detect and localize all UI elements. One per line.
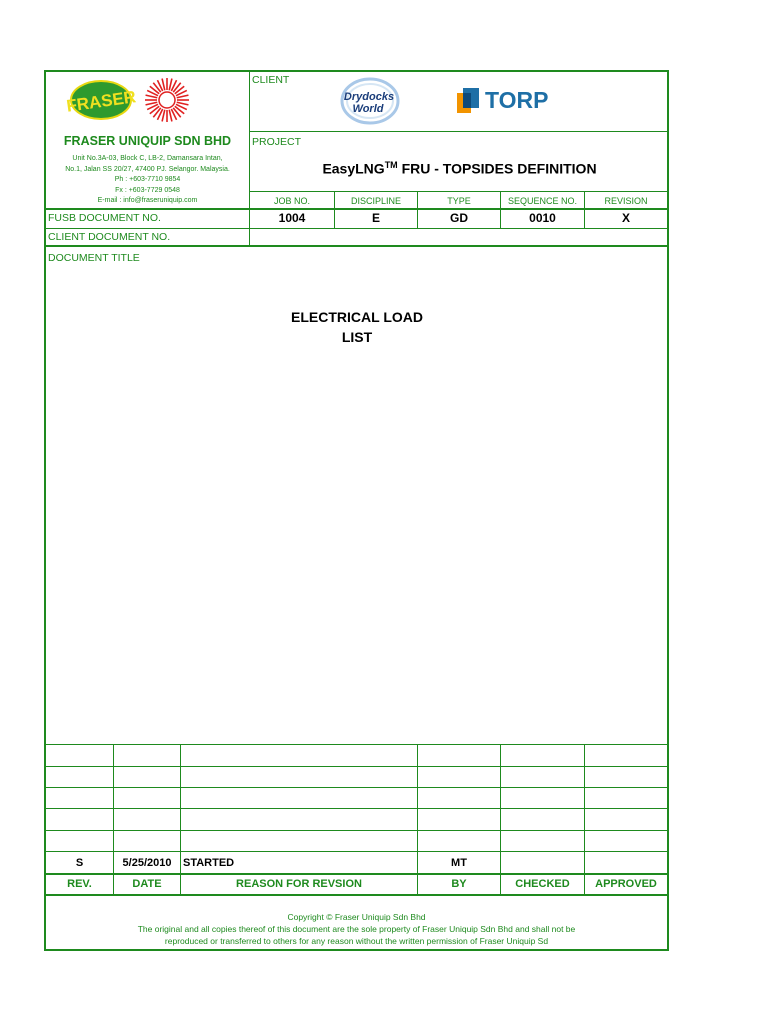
header-revision: REVISION: [604, 196, 648, 206]
footer-line3: reproduced or transferred to others for any reason without the written permission of Fraser Uniquip Sd: [164, 936, 549, 946]
sun-ray: [177, 95, 189, 98]
header-reason: REASON FOR REVSION: [236, 878, 362, 890]
drydocks-world-logo: [338, 76, 402, 126]
sun-ray: [169, 79, 172, 91]
sun-core: [159, 92, 175, 108]
drydocks-line2: World: [352, 103, 384, 115]
fraser-logo: [65, 80, 138, 120]
by-value: MT: [451, 857, 467, 869]
sun-ray: [146, 95, 158, 98]
address-line: Fx : +603-7729 0548: [115, 186, 180, 194]
sun-ray: [169, 110, 172, 122]
document-title-line2: LIST: [341, 329, 373, 345]
header-rev: REV.: [67, 878, 92, 890]
trademark-sup: TM: [384, 160, 398, 170]
project-title: [252, 160, 667, 177]
type-value: GD: [450, 211, 468, 225]
company-address: [46, 154, 249, 207]
project-title-main: EasyLNG: [322, 160, 385, 177]
torp-text: TORP: [485, 87, 549, 113]
sun-ray: [162, 79, 165, 91]
project-title-rest: FRU - TOPSIDES DEFINITION: [397, 160, 597, 177]
address-line: Ph : +603-7710 9854: [114, 176, 181, 183]
header-approved: APPROVED: [595, 878, 657, 890]
header-sequence-no: SEQUENCE NO.: [507, 196, 577, 206]
sun-ray: [162, 110, 165, 122]
client-label: CLIENT: [252, 74, 290, 86]
job-no-value: 1004: [278, 211, 306, 225]
project-label: PROJECT: [252, 136, 302, 148]
torp-logo: [455, 85, 580, 115]
fusb-document-label: FUSB DOCUMENT NO.: [48, 212, 161, 224]
header-discipline: DISCIPLINE: [350, 196, 401, 206]
header-date: DATE: [132, 878, 162, 890]
copyright-footer: [46, 911, 667, 947]
header-checked: CHECKED: [515, 878, 570, 890]
client-document-label: CLIENT DOCUMENT NO.: [48, 231, 171, 243]
sequence-no-value: 0010: [529, 211, 556, 225]
address-line: E-mail : info@fraseruniquip.com: [97, 197, 198, 204]
reason-value: STARTED: [183, 857, 235, 869]
header-job-no: JOB NO.: [273, 196, 310, 206]
document-title-label: DOCUMENT TITLE: [48, 252, 140, 264]
address-line: Unit No.3A-03, Block C, LB-2, Damansara Intan,: [72, 155, 223, 162]
document-title-line1: ELECTRICAL LOAD: [291, 309, 423, 325]
company-name: FRASER UNIQUIP SDN BHD: [63, 134, 232, 148]
sun-ray: [146, 102, 158, 105]
discipline-value: E: [371, 211, 380, 225]
footer-line2: The original and all copies thereof of this document are the sole property of Fraser Uniquip Sdn Bhd and shall not be: [137, 924, 576, 934]
sun-ray: [177, 102, 189, 105]
address-line: No.1, Jalan SS 20/27, 47400 PJ. Selangor. Malaysia.: [65, 165, 230, 173]
revision-value: X: [621, 211, 630, 225]
header-type: TYPE: [447, 196, 471, 206]
footer-line1: Copyright © Fraser Uniquip Sdn Bhd: [287, 912, 426, 922]
document-title: [207, 307, 507, 347]
date-value: 5/25/2010: [122, 857, 172, 869]
drydocks-line1: Drydocks: [343, 91, 395, 103]
fraser-logo-text: FRASER: [65, 87, 138, 116]
sun-logo: [142, 77, 192, 123]
header-by: BY: [451, 878, 467, 890]
rev-value: S: [75, 857, 84, 869]
